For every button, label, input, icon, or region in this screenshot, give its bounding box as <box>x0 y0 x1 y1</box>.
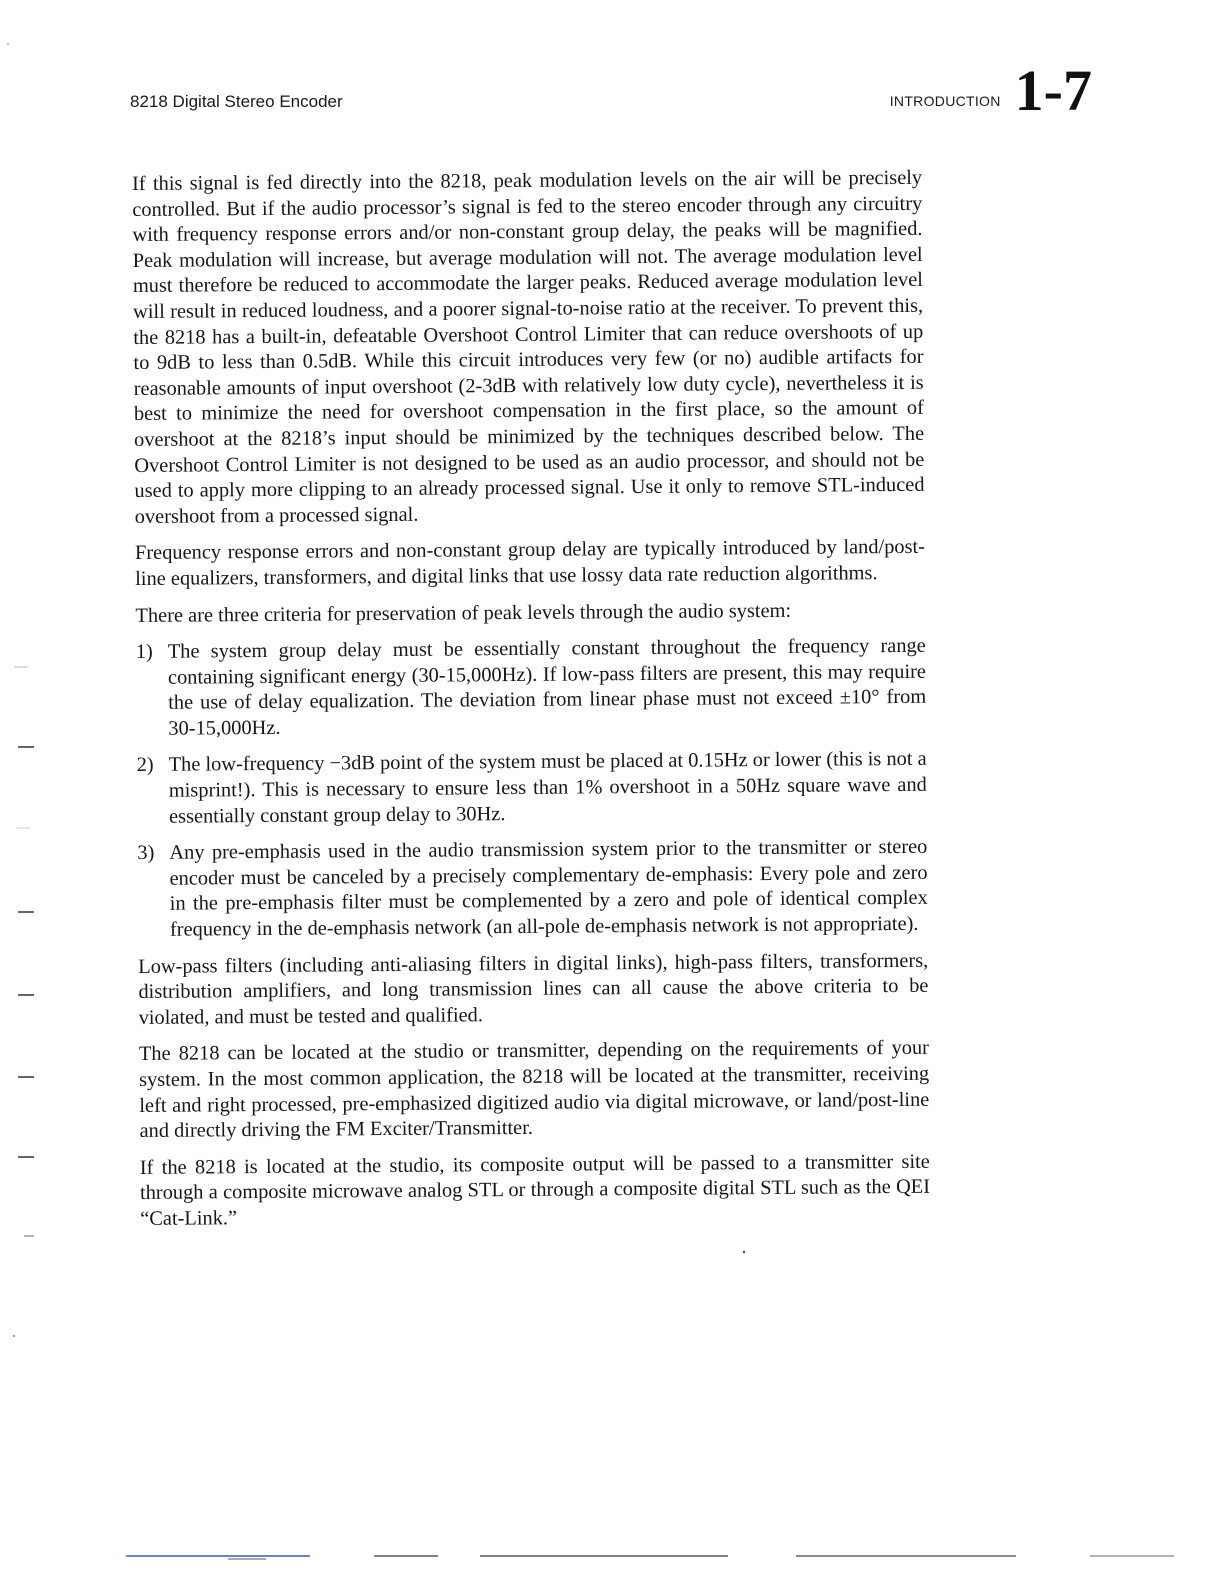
list-number: 2) <box>136 754 154 777</box>
criteria-item-2 <box>137 747 928 830</box>
section-label: INTRODUCTION <box>889 93 1001 109</box>
paragraph-filters: Low-pass filters (including anti-aliasing filters in digital links), high-pass filters, transformers, distribution amplifiers, and long transmission lines can all cause the above criteria to be violated, and must be tested and qualified. <box>138 949 929 1029</box>
list-number: 1) <box>135 640 153 664</box>
page-number: 1-7 <box>1014 58 1092 123</box>
running-header-title: 8218 Digital Stereo Encoder <box>130 92 343 111</box>
list-text: Any pre-emphasis used in the audio transmission system prior to the transmitter or stereo encoder must be canceled by a precisely complementary de-emphasis: Every pole and zero in the pre-emphasis filter must be complemented by a zero and pole of identical complex frequency in the de-emphasis network (an all-pole de-emphasis network is not appropriate). <box>169 836 928 941</box>
paragraph-criteria-intro: There are three criteria for preservation of peak levels through the audio system: <box>135 599 792 627</box>
paragraph-overshoot: If this signal is fed directly into the 8218, peak modulation levels on the air will be precisely controlled. But if the audio processor’s signal is fed to the stereo encoder through any circuitry with frequency response errors and/or non-constant group delay, the peaks will be magnified. Peak modulation will increase, but average modulation will not. The average modulation level must therefore be reduced to accommodate the larger peaks. Reduced average modulation level will result in reduced loudness, and a poorer signal-to-noise ratio at the receiver. To prevent this, the 8218 has a built-in, defeatable Overshoot Control Limiter that can reduce overshoots of up to 9dB to less than 0.5dB. While this circuit introduces very few (or no) audible artifacts for reasonable amounts of input overshoot (2-3dB with relatively low duty cycle), nevertheless it is best to minimize the need for overshoot compensation in the first place, so the amount of overshoot at the 8218’s input should be minimized by the techniques described below. The Overshoot Control Limiter is not designed to be used as an audio processor, and should not be used to apply more clipping to an already processed signal. Use it only to remove STL-induced overshoot from a processed signal. <box>132 166 925 528</box>
paragraph-frequency-errors: Frequency response errors and non-constant group delay are typically introduced by land/post-line equalizers, transformers, and digital links that use lossy data rate reduction algorithms. <box>134 536 926 590</box>
list-text: The low-frequency −3dB point of the system must be placed at 0.15Hz or lower (this is not a misprint!). This is necessary to ensure less than 1% overshoot in a 50Hz square wave and essentially constant group delay to 30Hz. <box>168 748 927 828</box>
paragraph-studio: If the 8218 is located at the studio, its composite output will be passed to a transmitter site through a composite microwave analog STL or through a composite digital STL such as the QEI “Cat-Link.” <box>139 1150 931 1230</box>
running-header-right <box>889 58 1092 123</box>
criteria-item-3 <box>137 835 928 944</box>
body-text <box>132 166 930 1244</box>
list-text: The system group delay must be essentially constant throughout the frequency range containing significant energy (30-15,000Hz). If low-pass filters are present, this may require the use of delay equalization. The deviation from linear phase must not exceed ±10° from 30-15,000Hz. <box>167 634 927 740</box>
paragraph-location: The 8218 can be located at the studio or transmitter, depending on the requirements of your system. In the most common application, the 8218 will be located at the transmitter, receiving left and right processed, pre-emphasized digitized audio via digital microwave, or land/post-line and directly driving the FM Exciter/Transmitter. <box>138 1037 930 1143</box>
list-number: 3) <box>137 842 155 865</box>
criteria-item-1 <box>136 634 927 743</box>
